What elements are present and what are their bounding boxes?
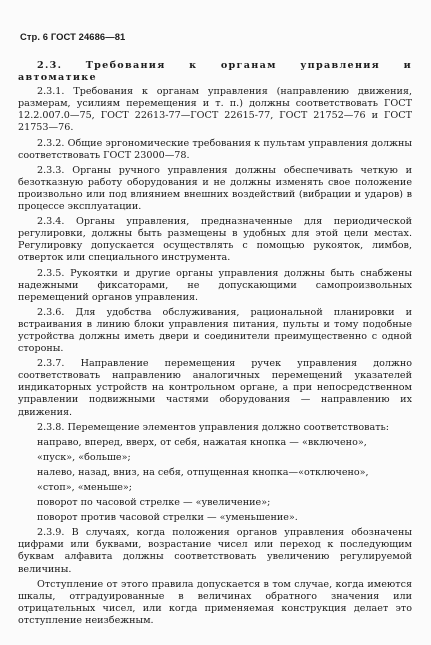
direction-item-1-line1: направо, вперед, вверх, от себя, нажатая кнопка — «включено», <box>37 436 367 448</box>
paragraph-2-3-5: 2.3.5. Рукоятки и другие органы управления должны быть снабжены надежными фиксаторами, не допускающими самопроизвольных перемещений органов управления. <box>18 267 412 303</box>
section-title-line1: 2.3. Требования к органам управления и <box>37 60 412 71</box>
direction-item-2-line2: «стоп», «меньше»; <box>37 482 133 493</box>
direction-item-4: поворот против часовой стрелки — «уменьшение». <box>37 512 298 524</box>
section-title <box>18 60 412 84</box>
document-body <box>18 60 412 630</box>
paragraph-2-3-9: 2.3.9. В случаях, когда положения органов управления обозначены цифрами или буквами, возрастание чисел или переход к последующим буквам алфавита должны соответствовать увеличению регулируемой величины. <box>18 527 412 575</box>
paragraph-2-3-4: 2.3.4. Органы управления, предназначенные для периодической регулировки, должны быть размещены в удобных для этой цели местах. Регулировку допускается осуществлять с помощью рукояток, лимбов, отверток или специального инструмента. <box>18 216 412 264</box>
direction-list <box>18 437 412 525</box>
direction-item-2-line1: налево, назад, вниз, на себя, отпущенная кнопка—«отключено», <box>37 466 369 478</box>
paragraph-2-3-2: 2.3.2. Общие эргономические требования к пультам управления должны соответствовать ГОСТ 23000—78. <box>18 137 412 161</box>
section-title-line2: автоматике <box>18 72 97 84</box>
paragraph-2-3-1: 2.3.1. Требования к органам управления (направлению движения, размерам, усилиям перемещения и т. п.) должны соответствовать ГОСТ 12.2.007.0—75, ГОСТ 22613-77—ГОСТ 22615-77, ГОСТ 21752—76 и ГОСТ 21753—76. <box>18 86 412 134</box>
page-header: Стр. 6 ГОСТ 24686—81 <box>20 31 126 42</box>
paragraph-2-3-6: 2.3.6. Для удобства обслуживания, рациональной планировки и встраивания в линию блоки управления питания, пульты и тому подобные устройства должны иметь двери и соединители преимущественно с одной стороны. <box>18 306 412 355</box>
paragraph-exception: Отступление от этого правила допускается в том случае, когда имеются шкалы, отградуированные в величинах обратного значения или отрицательных чисел, или когда применяемая конструкция делает это отступление неизбежным. <box>18 578 412 626</box>
direction-item-3: поворот по часовой стрелке — «увеличение»; <box>37 497 271 509</box>
paragraph-2-3-3: 2.3.3. Органы ручного управления должны обеспечивать четкую и безотказную работу оборудования и не должны изменять свое положение произвольно или под влиянием внешних воздействий (вибрации и ударов) в процессе эксплуатации. <box>18 164 412 213</box>
paragraph-2-3-7: 2.3.7. Направление перемещения ручек управления должно соответствовать направлению аналогичных перемещений указателей индикаторных устройств на контрольном органе, а при непосредственном управлении подвижными частями оборудования — направлению их движения. <box>18 358 412 418</box>
direction-item-1-line2: «пуск», «больше»; <box>37 451 131 463</box>
paragraph-2-3-8: 2.3.8. Перемещение элементов управления должно соответствовать: <box>37 421 389 433</box>
